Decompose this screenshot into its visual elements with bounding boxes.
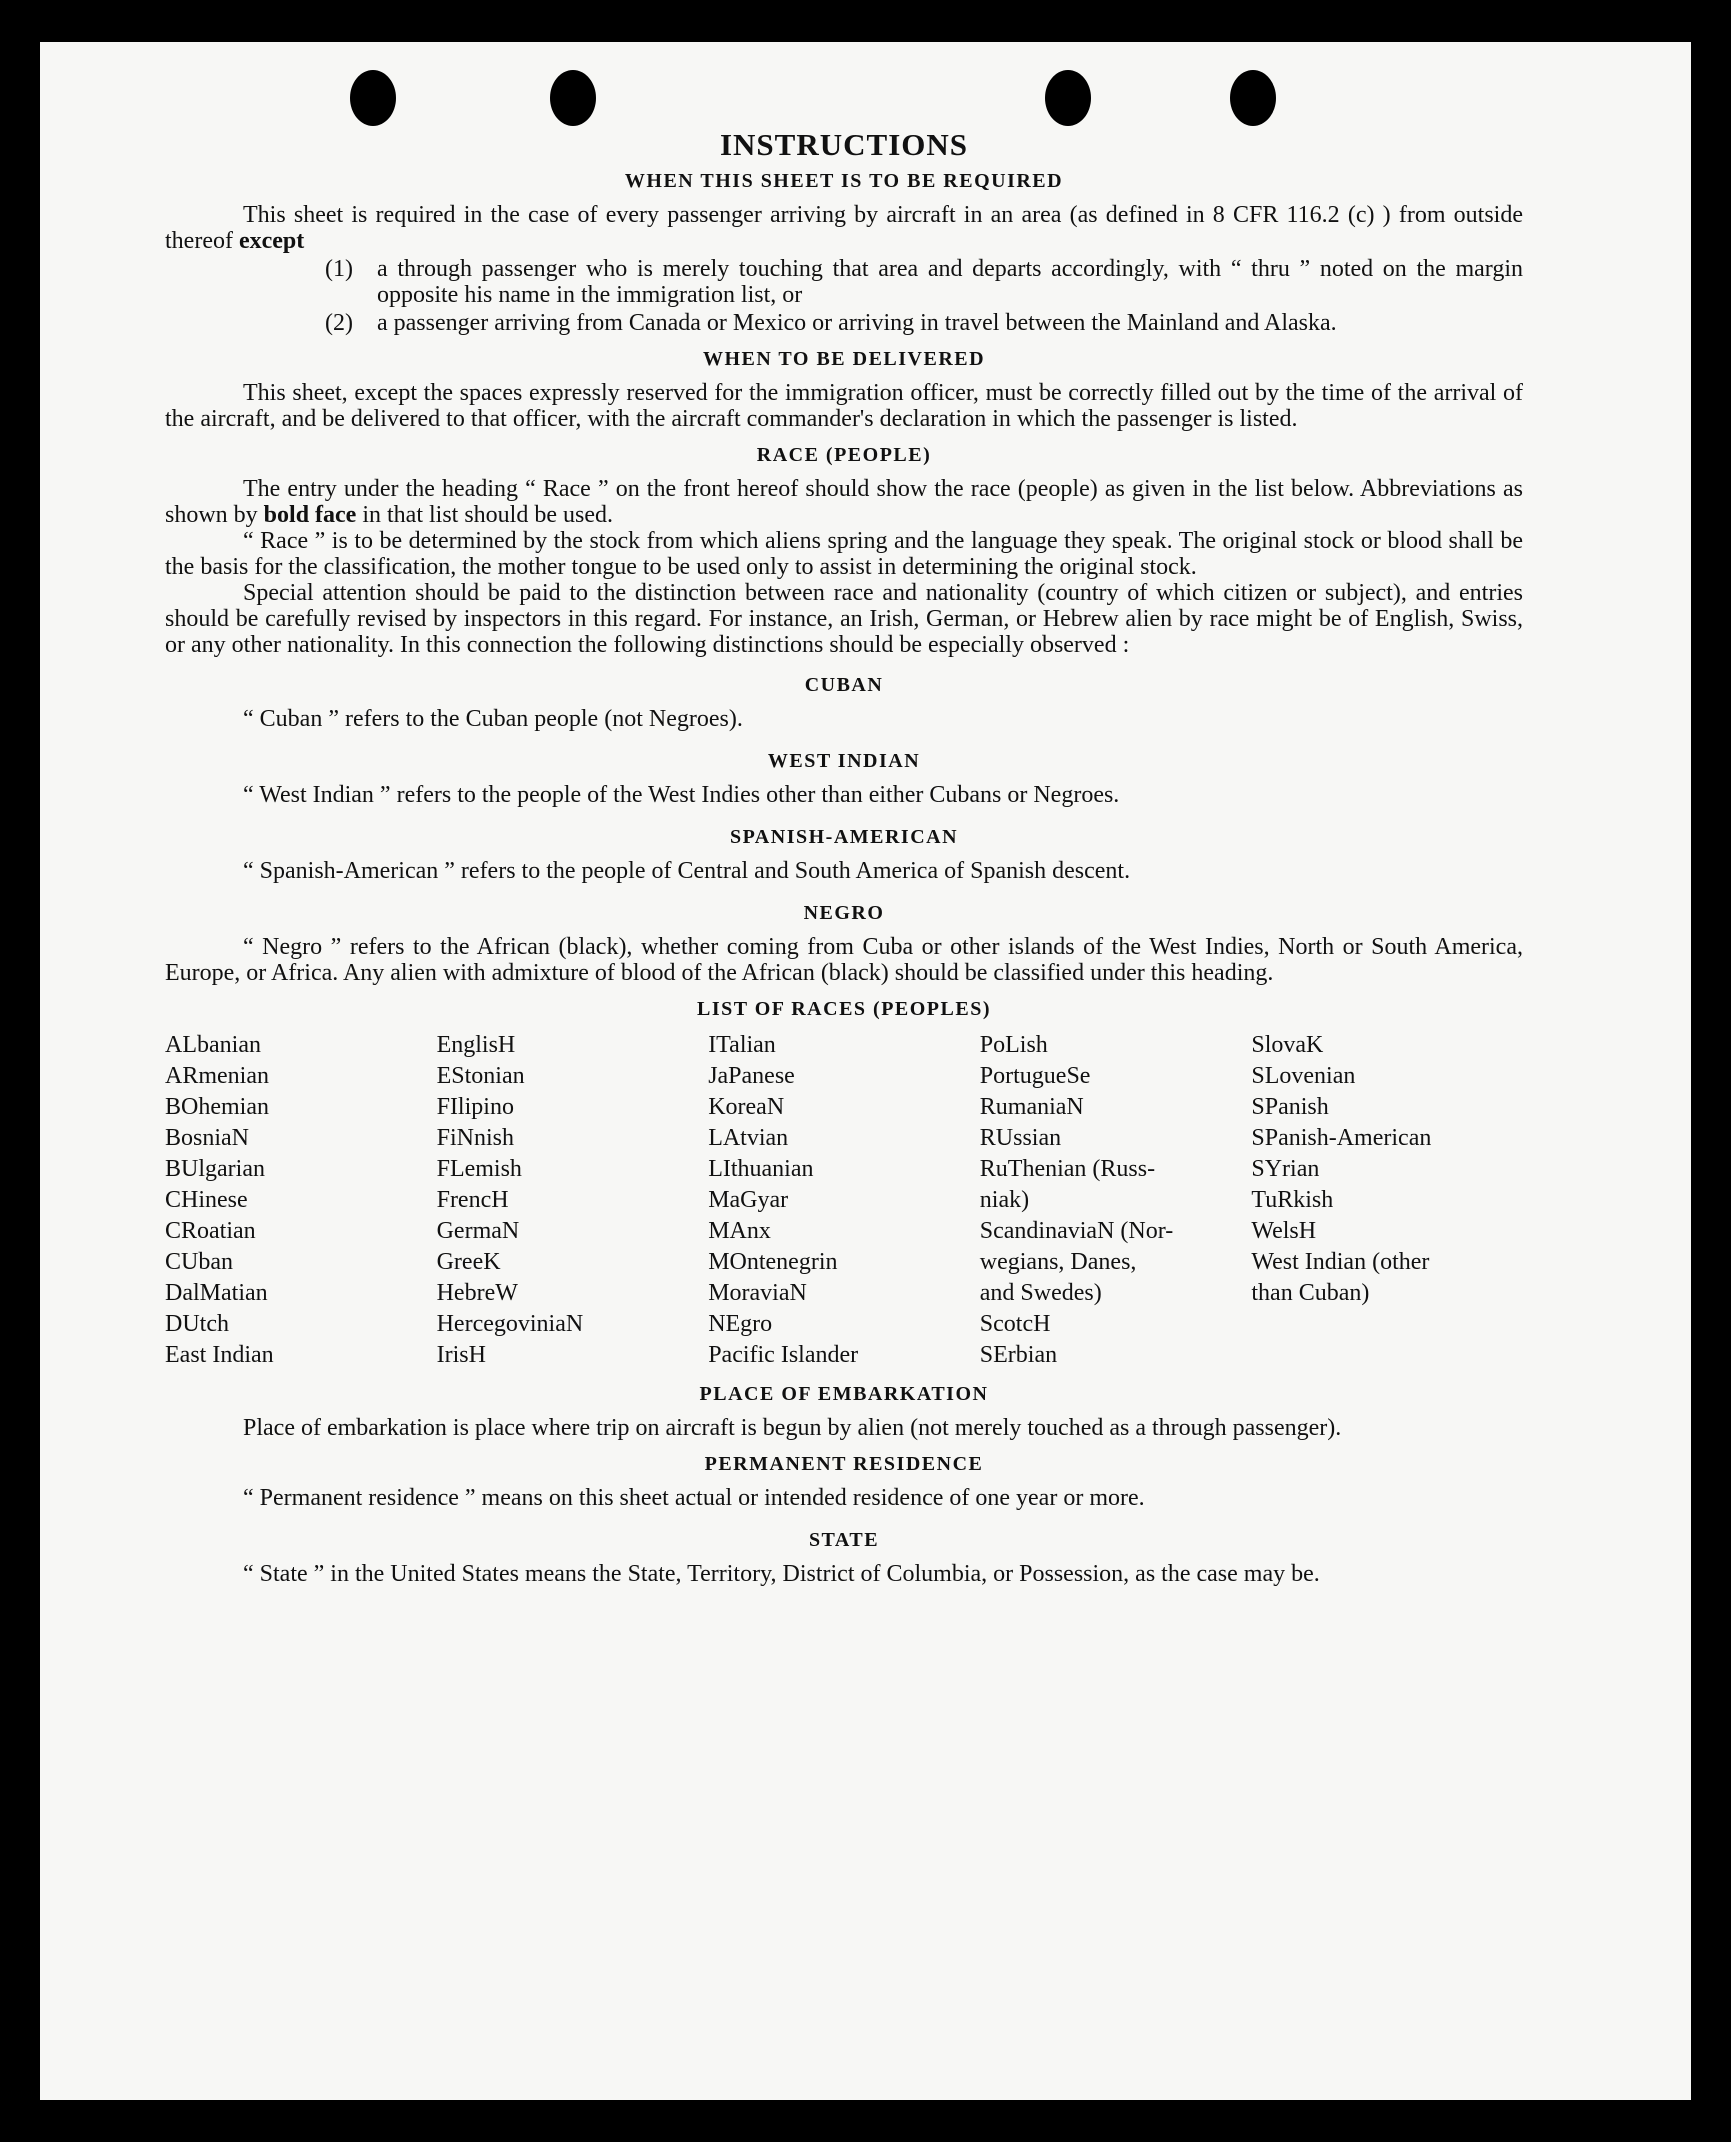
race-entry: BUlgarian xyxy=(165,1156,265,1182)
section-heading: NEGRO xyxy=(803,902,885,924)
punch-hole xyxy=(350,70,396,126)
page-title: INSTRUCTIONS xyxy=(719,127,968,162)
race-entry: East Indian xyxy=(165,1342,274,1368)
list-item: (1) a through passenger who is merely touching that area and departs accordingly, with “ thru ” noted on the margin opposite his name in the immigration list, or xyxy=(325,256,1523,308)
race-entry: LAtvian xyxy=(708,1125,789,1151)
race-entry: MaGyar xyxy=(708,1187,789,1213)
paragraph: The entry under the heading “ Race ” on the front hereof should show the race (people) as given in the list below. Abbreviations as shown by bold face in that list should be used. xyxy=(165,476,1523,528)
race-entry: MAnx xyxy=(708,1218,771,1244)
race-entry: ScandinaviaN (Nor- xyxy=(979,1218,1174,1244)
list-item: (2) a passenger arriving from Canada or Mexico or arriving in travel between the Mainland and Alaska. xyxy=(325,310,1337,336)
race-entry: CUban xyxy=(165,1249,233,1275)
instructions-text xyxy=(165,127,1523,1587)
section-heading: WHEN THIS SHEET IS TO BE REQUIRED xyxy=(624,170,1064,192)
race-entry: SYrian xyxy=(1251,1156,1320,1182)
race-entry: FiNnish xyxy=(436,1125,514,1151)
race-column xyxy=(165,1030,437,1371)
race-entry: PoLish xyxy=(979,1032,1048,1058)
race-entry: niak) xyxy=(979,1187,1030,1213)
section-heading: PLACE OF EMBARKATION xyxy=(699,1383,989,1405)
race-entry: IrisH xyxy=(436,1342,486,1368)
race-entry: JaPanese xyxy=(708,1063,795,1089)
race-entry: SPanish xyxy=(1251,1094,1329,1120)
race-entry: RuThenian (Russ- xyxy=(979,1156,1156,1182)
race-entry: ALbanian xyxy=(165,1032,261,1058)
race-list xyxy=(165,1030,1523,1371)
race-entry: EnglisH xyxy=(436,1032,516,1058)
race-entry: than Cuban) xyxy=(1251,1280,1370,1306)
paragraph: “ Spanish-American ” refers to the people of Central and South America of Spanish descent. xyxy=(243,858,1131,884)
race-entry: TuRkish xyxy=(1251,1187,1334,1213)
race-entry: PortugueSe xyxy=(979,1063,1091,1089)
race-entry: Pacific Islander xyxy=(708,1342,859,1368)
race-entry: ScotcH xyxy=(979,1311,1051,1337)
race-entry: GreeK xyxy=(436,1249,501,1275)
race-entry: ARmenian xyxy=(165,1063,269,1089)
section-heading: RACE (PEOPLE) xyxy=(756,444,932,466)
paragraph: “ Negro ” refers to the African (black), whether coming from Cuba or other islands of the West Indies, North or South America, Europe, or Africa. Any alien with admixture of blood of the African (black) should be classified under this heading. xyxy=(165,934,1523,986)
race-entry: DalMatian xyxy=(165,1280,268,1306)
race-entry: GermaN xyxy=(436,1218,520,1244)
paragraph: “ State ” in the United States means the State, Territory, District of Columbia, or Possession, as the case may be. xyxy=(243,1561,1320,1587)
punch-hole xyxy=(1230,70,1276,126)
section-heading: SPANISH-AMERICAN xyxy=(729,826,959,848)
paragraph: This sheet, except the spaces expressly reserved for the immigration officer, must be correctly filled out by the time of the arrival of the aircraft, and be delivered to that officer, with the aircraft commander's declaration in which the passenger is listed. xyxy=(165,380,1523,432)
paragraph: This sheet is required in the case of every passenger arriving by aircraft in an area (as defined in 8 CFR 116.2 (c) ) from outside thereof except xyxy=(165,202,1523,254)
race-entry: EStonian xyxy=(436,1063,525,1089)
section-heading: LIST OF RACES (PEOPLES) xyxy=(696,998,991,1020)
race-entry: West Indian (other xyxy=(1251,1249,1430,1275)
race-entry: SLovenian xyxy=(1251,1063,1356,1089)
race-entry: DUtch xyxy=(165,1311,229,1337)
race-entry: and Swedes) xyxy=(979,1280,1102,1306)
race-entry: NEgro xyxy=(708,1311,773,1337)
section-heading: WEST INDIAN xyxy=(767,750,921,772)
race-column xyxy=(708,1030,980,1371)
race-entry: BOhemian xyxy=(165,1094,269,1120)
race-entry: SErbian xyxy=(979,1342,1058,1368)
race-column xyxy=(437,1030,709,1371)
punch-hole xyxy=(550,70,596,126)
paragraph: “ West Indian ” refers to the people of the West Indies other than either Cubans or Negroes. xyxy=(243,782,1120,808)
race-entry: ITalian xyxy=(708,1032,776,1058)
race-entry: CRoatian xyxy=(165,1218,256,1244)
race-entry: HebreW xyxy=(436,1280,518,1306)
punch-hole xyxy=(1045,70,1091,126)
race-entry: MoraviaN xyxy=(708,1280,807,1306)
race-entry: FIlipino xyxy=(436,1094,514,1120)
paragraph: Special attention should be paid to the distinction between race and nationality (country of which citizen or subject), and entries should be carefully revised by inspectors in this regard. For instance, an Irish, German, or Hebrew alien by race might be of English, Swiss, or any other nationality. In this connection the following distinctions should be especially observed : xyxy=(165,580,1523,658)
race-entry: FLemish xyxy=(436,1156,522,1182)
race-entry: SPanish-American xyxy=(1251,1125,1432,1151)
paragraph: “ Race ” is to be determined by the stock from which aliens spring and the language they speak. The original stock or blood shall be the basis for the classification, the mother tongue to be used only to assist in determining the original stock. xyxy=(165,528,1523,580)
race-entry: HercegoviniaN xyxy=(436,1311,584,1337)
section-heading: STATE xyxy=(808,1529,880,1551)
race-entry: wegians, Danes, xyxy=(979,1249,1137,1275)
race-entry: LIthuanian xyxy=(708,1156,814,1182)
race-entry: MOntenegrin xyxy=(708,1249,838,1275)
race-column xyxy=(1251,1030,1523,1371)
race-entry: FrencH xyxy=(436,1187,509,1213)
section-heading: PERMANENT RESIDENCE xyxy=(704,1453,984,1475)
race-entry: SlovaK xyxy=(1251,1032,1324,1058)
paragraph: “ Permanent residence ” means on this sheet actual or intended residence of one year or more. xyxy=(243,1485,1145,1511)
race-entry: BosniaN xyxy=(165,1125,249,1151)
race-entry: WelsH xyxy=(1251,1218,1317,1244)
section-heading: CUBAN xyxy=(804,674,884,696)
race-entry: RumaniaN xyxy=(979,1094,1084,1120)
race-entry: RUssian xyxy=(979,1125,1062,1151)
paragraph: Place of embarkation is place where trip on aircraft is begun by alien (not merely touched as a through passenger). xyxy=(243,1415,1342,1441)
race-entry: CHinese xyxy=(165,1187,248,1213)
race-column xyxy=(980,1030,1252,1371)
section-heading: WHEN TO BE DELIVERED xyxy=(702,348,986,370)
race-entry: KoreaN xyxy=(708,1094,785,1120)
paragraph: “ Cuban ” refers to the Cuban people (not Negroes). xyxy=(243,706,743,732)
